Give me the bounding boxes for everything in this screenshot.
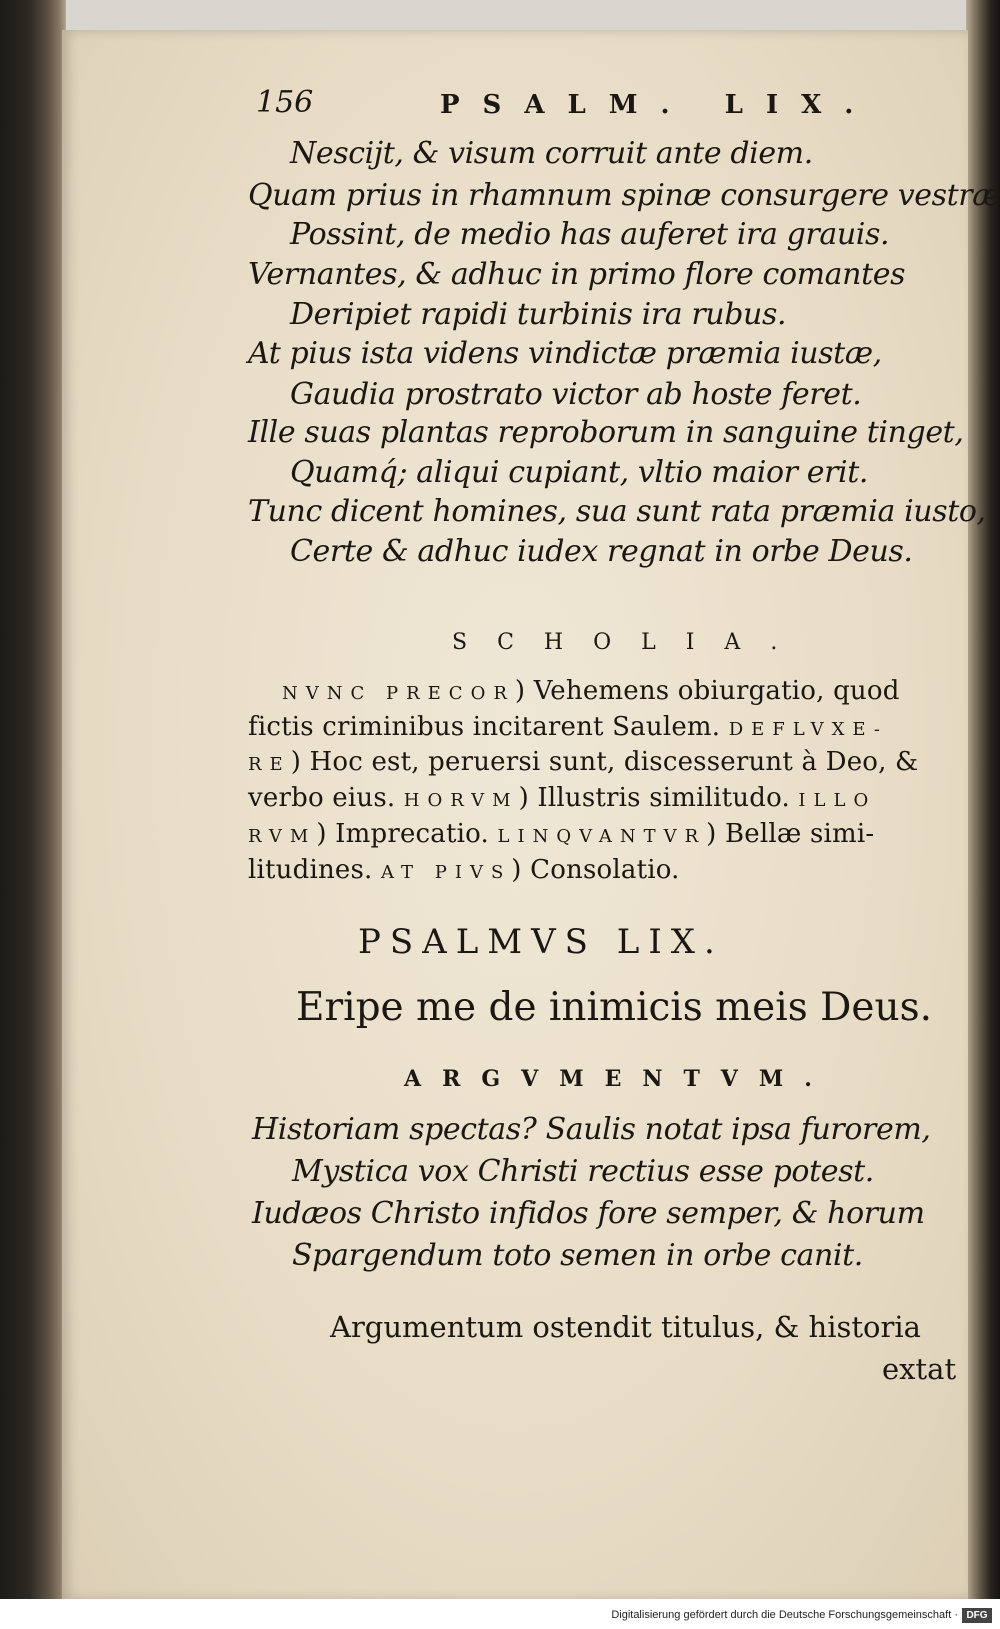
verse-line: Certe & adhuc iudex regnat in orbe Deus.: [290, 534, 913, 569]
book-gutter-left: [0, 0, 66, 1629]
lemma: RE: [248, 754, 291, 775]
prose-line: Argumentum ostendit titulus, & historia: [330, 1310, 921, 1344]
gloss: fictis criminibus incitarent Saulem.: [248, 712, 729, 742]
lemma: ILLO: [798, 790, 877, 811]
lemma: NVNC PRECOR: [282, 683, 515, 704]
scholia-line: [248, 855, 680, 885]
page-number: 156: [256, 85, 314, 120]
scholia-line: [248, 783, 876, 813]
verse-line: Tunc dicent homines, sua sunt rata præmia iusto,: [248, 494, 986, 529]
scholia-heading: SCHOLIA.: [452, 630, 808, 655]
verse-line: At pius ista videns vindictæ præmia iustæ,: [248, 336, 882, 371]
lemma: HORVM: [403, 790, 519, 811]
argumentum-verse: Iudæos Christo infidos fore semper, & horum: [252, 1196, 925, 1231]
footer-credit: Digitalisierung gefördert durch die Deutsche Forschungsgemeinschaft ·: [611, 1609, 958, 1621]
verse-line: Quamq́; aliqui cupiant, vltio maior erit.: [290, 455, 869, 490]
scholia-line: [248, 712, 888, 742]
lemma: LINQVANTVR: [497, 826, 707, 847]
running-head: PSALM. LIX.: [440, 90, 877, 120]
psalm-incipit: Eripe me de inimicis meis Deus.: [296, 985, 932, 1030]
argumentum-verse: Historiam spectas? Saulis notat ipsa furorem,: [252, 1112, 931, 1147]
gloss: ) Hoc est, peruersi sunt, discesserunt à Deo, &: [290, 747, 919, 777]
verse-line: Deripiet rapidi turbinis ira rubus.: [290, 297, 787, 332]
verse-line: Gaudia prostrato victor ab hoste feret.: [290, 377, 862, 412]
gloss: ) Bellæ simi-: [706, 819, 875, 849]
verse-line: Possint, de medio has auferet ira grauis.: [290, 217, 890, 252]
argumentum-verse: Mystica vox Christi rectius esse potest.: [292, 1154, 874, 1189]
gloss: ) Illustris similitudo.: [518, 783, 799, 813]
verse-line: Quam prius in rhamnum spinæ consurgere vestræ: [248, 178, 1000, 213]
gloss: ) Vehemens obiurgatio, quod: [514, 676, 900, 706]
argumentum-heading: ARGVMENTVM.: [404, 1066, 833, 1092]
gloss: ) Consolatio.: [511, 855, 680, 885]
dfg-logo: DFG: [962, 1608, 992, 1623]
verse-line: Vernantes, & adhuc in primo flore comantes: [248, 257, 906, 292]
catchword: extat: [882, 1352, 957, 1386]
gloss: verbo eius.: [248, 783, 404, 813]
psalm-heading: PSALMVS LIX.: [358, 922, 724, 962]
lemma: DEFLVXE-: [728, 719, 888, 740]
verse-line: Nescijt, & visum corruit ante diem.: [290, 136, 813, 171]
book-edge-right: [966, 0, 1000, 1629]
scholia-line: [282, 676, 900, 706]
gloss: ) Imprecatio.: [316, 819, 498, 849]
lemma: RVM: [248, 826, 317, 847]
gloss: litudines.: [248, 855, 381, 885]
lemma: AT PIVS: [381, 862, 512, 883]
verse-line: Ille suas plantas reproborum in sanguine tinget,: [248, 415, 964, 450]
scholia-line: [248, 819, 874, 849]
argumentum-verse: Spargendum toto semen in orbe canit.: [292, 1238, 863, 1273]
scholia-line: [248, 747, 918, 777]
